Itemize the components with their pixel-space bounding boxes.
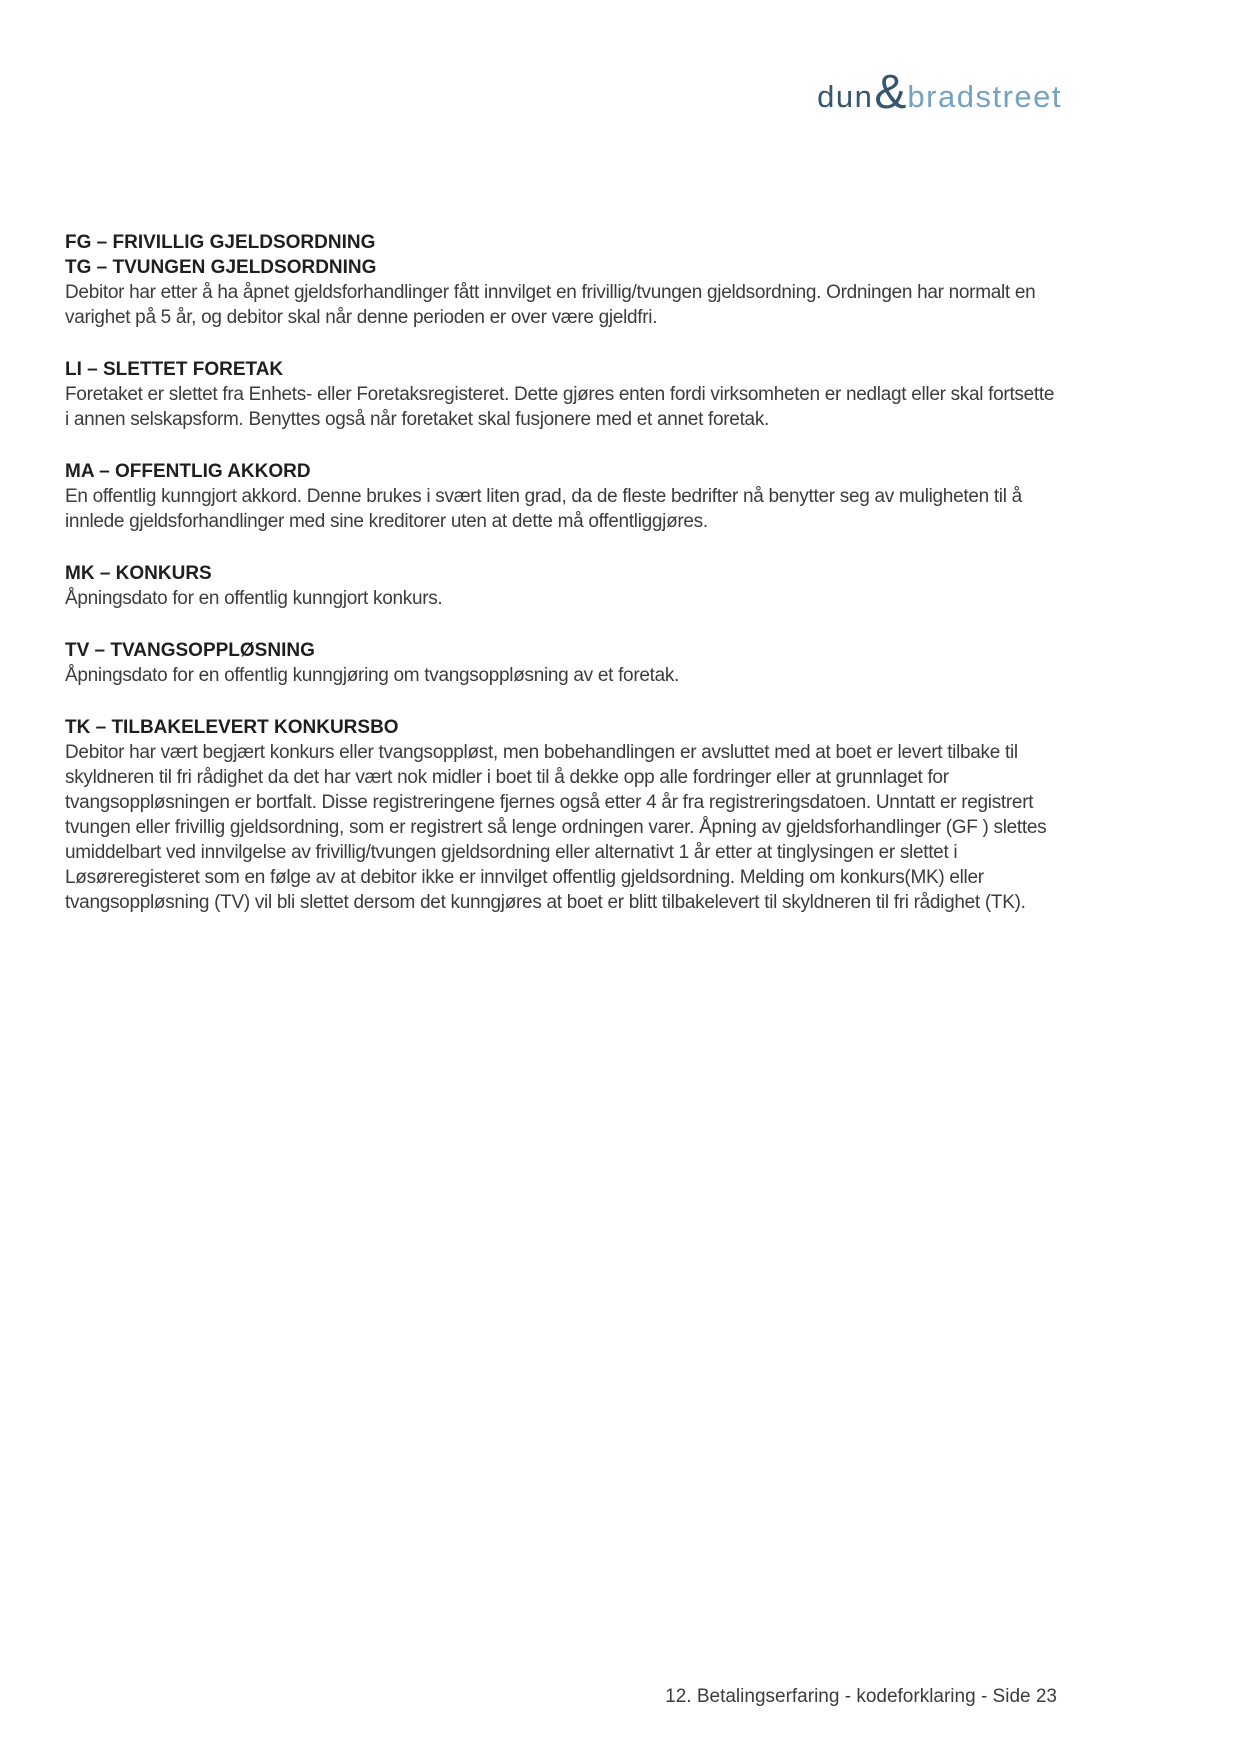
section-body-ma: En offentlig kunngjort akkord. Denne brukes i svært liten grad, da de fleste bedrifter nå benytter seg av muligheten til å innlede gjeldsforhandlinger med sine kreditorer uten at dette må offentliggjøres. xyxy=(65,486,1022,532)
section-heading-tv: TV – TVANGSOPPLØSNING xyxy=(65,640,315,661)
section-heading-fg: FG – FRIVILLIG GJELDSORDNING xyxy=(65,232,376,253)
section-tv xyxy=(65,638,1057,688)
section-heading-li: LI – SLETTET FORETAK xyxy=(65,359,284,380)
section-body-tk: Debitor har vært begjært konkurs eller tvangsoppløst, men bobehandlingen er avsluttet med at boet er levert tilbake til skyldneren til fri rådighet da det har vært nok midler i boet til å dekke opp alle fordringer eller at grunnlaget for tvangsoppløsningen er bortfalt. Disse registreringene fjernes også etter 4 år fra registreringsdatoen. Unntatt er registrert tvungen eller frivillig gjeldsordning, som er registrert så lenge ordningen varer. Åpning av gjeldsforhandlinger (GF ) slettes umiddelbart ved innvilgelse av frivillig/tvungen gjeldsordning eller alternativt 1 år etter at tinglysingen er slettet i Løsøreregisteret som en følge av at debitor ikke er innvilget offentlig gjeldsordning. Melding om konkurs(MK) eller tvangsoppløsning (TV) vil bli slettet dersom det kunngjøres at boet er blitt tilbakelevert til skyldneren til fri rådighet (TK). xyxy=(65,742,1047,913)
section-fg-tg xyxy=(65,230,1057,330)
section-tk xyxy=(65,715,1057,915)
dun-bradstreet-logo xyxy=(817,66,1062,120)
logo-text-dun: dun xyxy=(817,78,874,114)
section-body-li: Foretaket er slettet fra Enhets- eller Foretaksregisteret. Dette gjøres enten fordi virksomheten er nedlagt eller skal fortsette i annen selskapsform. Benyttes også når foretaket skal fusjonere med et annet foretak. xyxy=(65,384,1055,430)
section-heading-ma: MA – OFFENTLIG AKKORD xyxy=(65,461,311,482)
page-footer: 12. Betalingserfaring - kodeforklaring - Side 23 xyxy=(665,1686,1057,1707)
section-heading-tk: TK – TILBAKELEVERT KONKURSBO xyxy=(65,717,399,738)
code-explanations xyxy=(65,230,1057,942)
section-body-mk: Åpningsdato for en offentlig kunngjort konkurs. xyxy=(65,588,443,609)
section-body-tv: Åpningsdato for en offentlig kunngjøring om tvangsoppløsning av et foretak. xyxy=(65,665,680,686)
logo-ampersand-icon: & xyxy=(874,66,907,119)
section-ma xyxy=(65,459,1057,534)
section-mk xyxy=(65,561,1057,611)
section-heading-tg: TG – TVUNGEN GJELDSORDNING xyxy=(65,257,377,278)
section-li xyxy=(65,357,1057,432)
logo-text-bradstreet: bradstreet xyxy=(907,78,1062,114)
section-body-fg-tg: Debitor har etter å ha åpnet gjeldsforhandlinger fått innvilget en frivillig/tvungen gjeldsordning. Ordningen har normalt en varighet på 5 år, og debitor skal når denne perioden er over være gjeldfri. xyxy=(65,282,1036,328)
section-heading-mk: MK – KONKURS xyxy=(65,563,212,584)
